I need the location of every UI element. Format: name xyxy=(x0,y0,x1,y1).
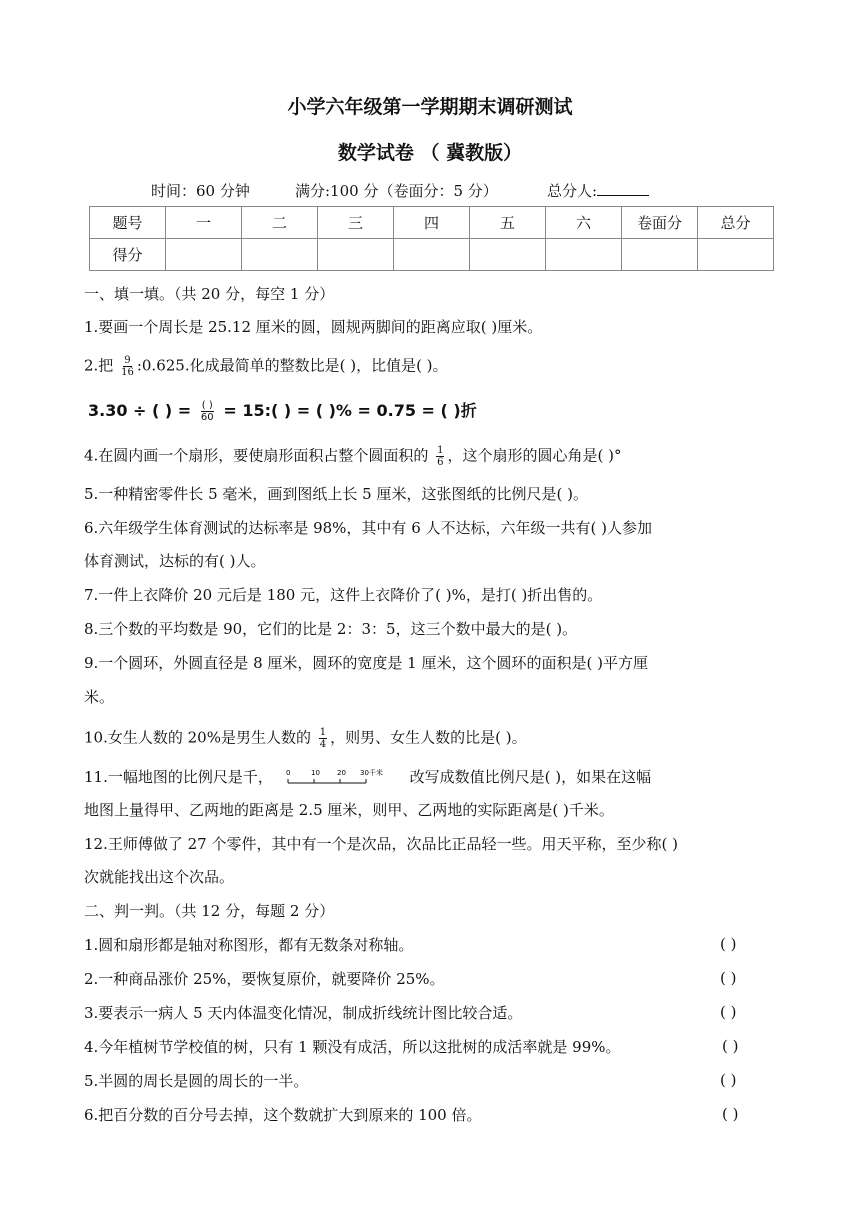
answer-paren-3[interactable]: ( ) xyxy=(720,1003,737,1021)
score-table-cell: 二 xyxy=(242,207,318,239)
fraction-denominator: 60 xyxy=(200,412,214,423)
judge-item-2: 2.一种商品涨价 25%，要恢复原价，就要降价 25%。 xyxy=(84,970,445,988)
score-cell[interactable] xyxy=(622,239,698,271)
score-table-cell: 六 xyxy=(546,207,622,239)
scorer-field xyxy=(547,180,649,201)
q4-fraction xyxy=(436,445,444,468)
judge-item-5: 5.半圆的周长是圆的周长的一半。 xyxy=(84,1072,309,1090)
score-cell[interactable] xyxy=(242,239,318,271)
question-1: 1.要画一个周长是 25.12 厘米的圆，圆规两脚间的距离应取( )厘米。 xyxy=(84,318,543,336)
question-8: 8.三个数的平均数是 90，它们的比是 2：3：5，这三个数中最大的是( )。 xyxy=(84,620,578,638)
answer-paren-1[interactable]: ( ) xyxy=(720,935,737,953)
q11-suffix: 改写成数值比例尺是( )，如果在这幅 xyxy=(409,768,652,786)
question-7: 7.一件上衣降价 20 元后是 180 元，这件上衣降价了( )%，是打( )折出售的。 xyxy=(84,586,603,604)
scale-label: 10 xyxy=(310,769,320,777)
question-6-line2: 体育测试，达标的有( )人。 xyxy=(84,552,266,570)
section1-heading: 一、填一填。（共 20 分，每空 1 分） xyxy=(84,285,335,303)
q3-part2: = 15:( ) = ( )% = 0.75 = ( )折 xyxy=(223,401,477,420)
q3-fraction xyxy=(201,400,214,423)
question-9-line1: 9.一个圆环，外圆直径是 8 厘米，圆环的宽度是 1 厘米，这个圆环的面积是( )平方厘 xyxy=(84,654,648,672)
score-cell[interactable] xyxy=(546,239,622,271)
q3-part1: 3.30 ÷ ( ) = xyxy=(88,401,192,420)
score-table-cell: 三 xyxy=(318,207,394,239)
fraction-numerator: ( ) xyxy=(201,400,213,411)
fraction-numerator: 1 xyxy=(437,445,444,456)
question-2 xyxy=(84,355,448,378)
score-table-score-row xyxy=(90,239,774,271)
score-cell[interactable] xyxy=(394,239,470,271)
q2-suffix: :0.625.化成最简单的整数比是( )，比值是( )。 xyxy=(136,356,448,375)
answer-paren-2[interactable]: ( ) xyxy=(720,969,737,987)
exam-full-score: 满分:100 分（卷面分：5 分） xyxy=(295,182,498,200)
score-cell[interactable] xyxy=(318,239,394,271)
question-5: 5.一种精密零件长 5 毫米，画到图纸上长 5 厘米，这张图纸的比例尺是( )。 xyxy=(84,485,588,503)
question-11-line1 xyxy=(84,767,651,789)
question-4 xyxy=(84,445,621,468)
q10-fraction xyxy=(319,727,327,750)
fraction-denominator: 6 xyxy=(437,457,444,468)
judge-item-3: 3.要表示一病人 5 天内体温变化情况，制成折线统计图比较合适。 xyxy=(84,1004,523,1022)
question-11-line2: 地图上量得甲、乙两地的距离是 2.5 厘米，则甲、乙两地的实际距离是( )千米。 xyxy=(84,801,614,819)
score-table-cell: 题号 xyxy=(90,207,166,239)
section2-heading: 二、判一判。（共 12 分，每题 2 分） xyxy=(84,902,335,920)
score-cell[interactable] xyxy=(470,239,546,271)
score-table-cell: 四 xyxy=(394,207,470,239)
scale-label: 0 xyxy=(285,769,291,777)
exam-time: 时间：60 分钟 xyxy=(151,182,250,200)
score-table-cell: 五 xyxy=(470,207,546,239)
question-3 xyxy=(88,400,477,423)
map-scale-bar xyxy=(286,767,396,789)
fraction-numerator: 1 xyxy=(319,727,327,738)
q4-suffix: ，这个扇形的圆心角是( )° xyxy=(447,446,622,465)
question-12-line2: 次就能找出这个次品。 xyxy=(84,868,235,886)
question-12-line1: 12.王师傅做了 27 个零件，其中有一个是次品，次品比正品轻一些。用天平称，至少称( ) xyxy=(84,835,678,853)
score-cell[interactable] xyxy=(166,239,242,271)
score-cell[interactable] xyxy=(698,239,774,271)
q10-prefix: 10.女生人数的 20%是男生人数的 xyxy=(84,728,311,747)
answer-paren-6[interactable]: ( ) xyxy=(722,1105,739,1123)
score-row-label: 得分 xyxy=(90,239,166,271)
q2-prefix: 2.把 xyxy=(84,356,114,375)
answer-paren-4[interactable]: ( ) xyxy=(722,1037,739,1055)
q2-fraction xyxy=(121,355,134,378)
fraction-denominator: 16 xyxy=(121,367,134,378)
judge-item-6: 6.把百分数的百分号去掉，这个数就扩大到原来的 100 倍。 xyxy=(84,1106,482,1124)
exam-subtitle: 数学试卷 （ 冀教版） xyxy=(337,142,523,164)
scorer-label: 总分人: xyxy=(547,182,598,200)
fraction-denominator: 4 xyxy=(319,739,327,750)
scorer-blank[interactable] xyxy=(597,181,649,196)
score-table-cell: 总分 xyxy=(698,207,774,239)
question-6-line1: 6.六年级学生体育测试的达标率是 98%，其中有 6 人不达标，六年级一共有( )人参加 xyxy=(84,519,652,537)
score-table xyxy=(89,206,774,271)
q11-prefix: 11.一幅地图的比例尺是千， xyxy=(84,768,273,786)
q10-suffix: ，则男、女生人数的比是( )。 xyxy=(330,728,527,747)
judge-item-1: 1.圆和扇形都是轴对称图形，都有无数条对称轴。 xyxy=(84,936,414,954)
exam-title: 小学六年级第一学期期末调研测试 xyxy=(287,96,573,118)
question-9-line2: 米。 xyxy=(84,688,115,706)
scale-label: 30千米 xyxy=(359,769,383,777)
score-table-cell: 卷面分 xyxy=(622,207,698,239)
q4-prefix: 4.在圆内画一个扇形，要使扇形面积占整个圆面积的 xyxy=(84,446,429,465)
score-table-cell: 一 xyxy=(166,207,242,239)
score-table-header-row xyxy=(90,207,774,239)
fraction-numerator: 9 xyxy=(124,355,131,366)
question-10 xyxy=(84,727,527,750)
answer-paren-5[interactable]: ( ) xyxy=(720,1071,737,1089)
scale-label: 20 xyxy=(336,769,346,777)
judge-item-4: 4.今年植树节学校值的树，只有 1 颗没有成活，所以这批树的成活率就是 99%。 xyxy=(84,1038,621,1056)
